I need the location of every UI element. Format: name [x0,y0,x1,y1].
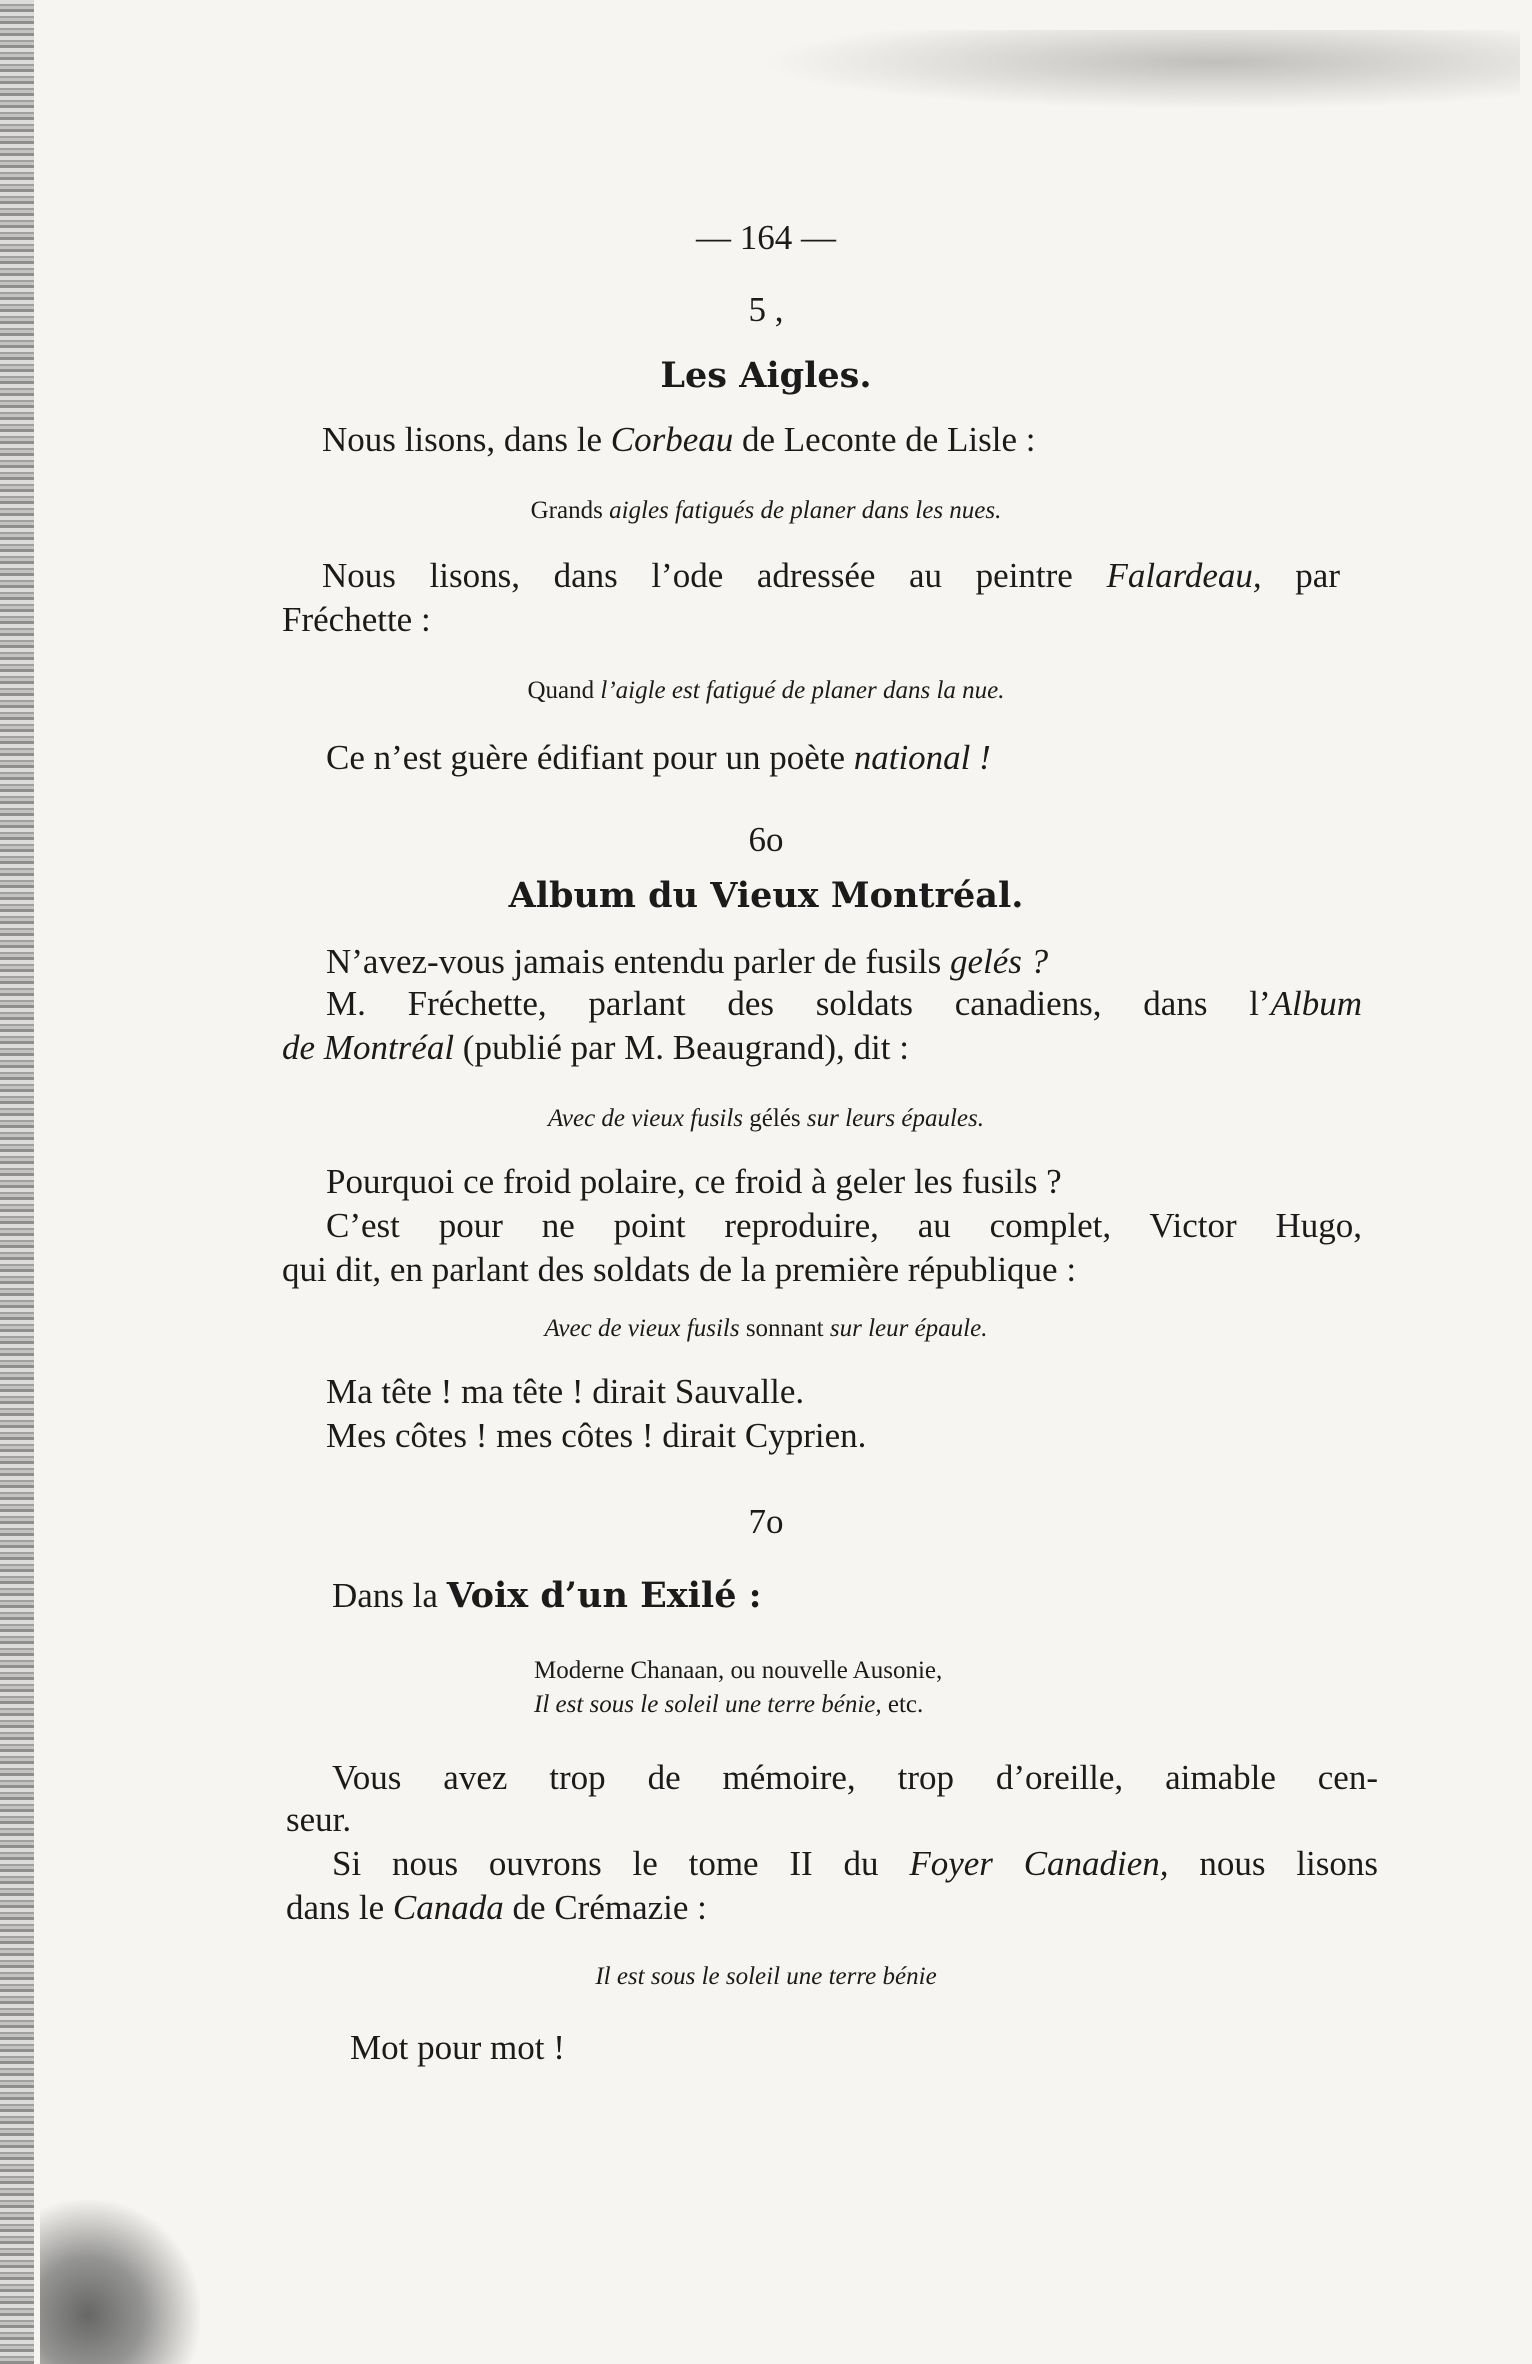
paragraph-line: seur. [286,1800,352,1839]
paragraph-line: Nous lisons, dans le Corbeau de Leconte de Lisle : [322,420,1036,459]
paragraph-line: Nous lisons, dans l’ode adressée au peintre Falardeau, par [322,556,1340,595]
paragraph-line: M. Fréchette, parlant des soldats canadiens, dans l’Album [326,984,1362,1023]
paragraph-line: Fréchette : [282,600,431,639]
quotation: Quand l’aigle est fatigué de planer dans la nue. [527,677,1005,704]
quotation: Il est sous le soleil une terre bénie [595,1963,937,1990]
section-title: Les Aigles. [660,355,872,396]
paragraph-line: Vous avez trop de mémoire, trop d’oreille, aimable cen- [332,1758,1378,1797]
section-number: 7o [748,1502,784,1541]
section-title: Album du Vieux Montréal. [508,875,1024,916]
paragraph-line: de Montréal (publié par M. Beaugrand), dit : [282,1028,909,1067]
paragraph-line: C’est pour ne point reproduire, au complet, Victor Hugo, [326,1206,1362,1245]
paragraph-line: Pourquoi ce froid polaire, ce froid à geler les fusils ? [326,1162,1062,1201]
paragraph-line: Si nous ouvrons le tome II du Foyer Canadien, nous lisons [332,1844,1378,1883]
paragraph-line: qui dit, en parlant des soldats de la première république : [282,1250,1077,1289]
quotation: Grands aigles fatigués de planer dans les nues. [530,497,1002,524]
paragraph-line: Ma tête ! ma tête ! dirait Sauvalle. [326,1372,805,1411]
section-number: 5 , [748,290,784,329]
paragraph-line: N’avez-vous jamais entendu parler de fusils gelés ? [326,942,1049,981]
scan-smudge [40,2200,200,2364]
quotation: Avec de vieux fusils sonnant sur leur épaule. [544,1315,988,1342]
paragraph-line: Mot pour mot ! [350,2028,565,2067]
book-spine-edge [0,0,34,2364]
paragraph-line: Dans la Voix d’un Exilé : [332,1575,762,1616]
scan-noise [760,30,1520,110]
page-number: — 164 — [696,218,836,257]
quotation: Il est sous le soleil une terre bénie, etc. [534,1691,924,1718]
quotation: Moderne Chanaan, ou nouvelle Ausonie, [534,1657,943,1684]
section-number: 6o [748,820,784,859]
paragraph-line: dans le Canada de Crémazie : [286,1888,707,1927]
quotation: Avec de vieux fusils gélés sur leurs épaules. [547,1105,984,1132]
paragraph-line: Mes côtes ! mes côtes ! dirait Cyprien. [326,1416,867,1455]
paragraph-line: Ce n’est guère édifiant pour un poète national ! [326,738,991,777]
